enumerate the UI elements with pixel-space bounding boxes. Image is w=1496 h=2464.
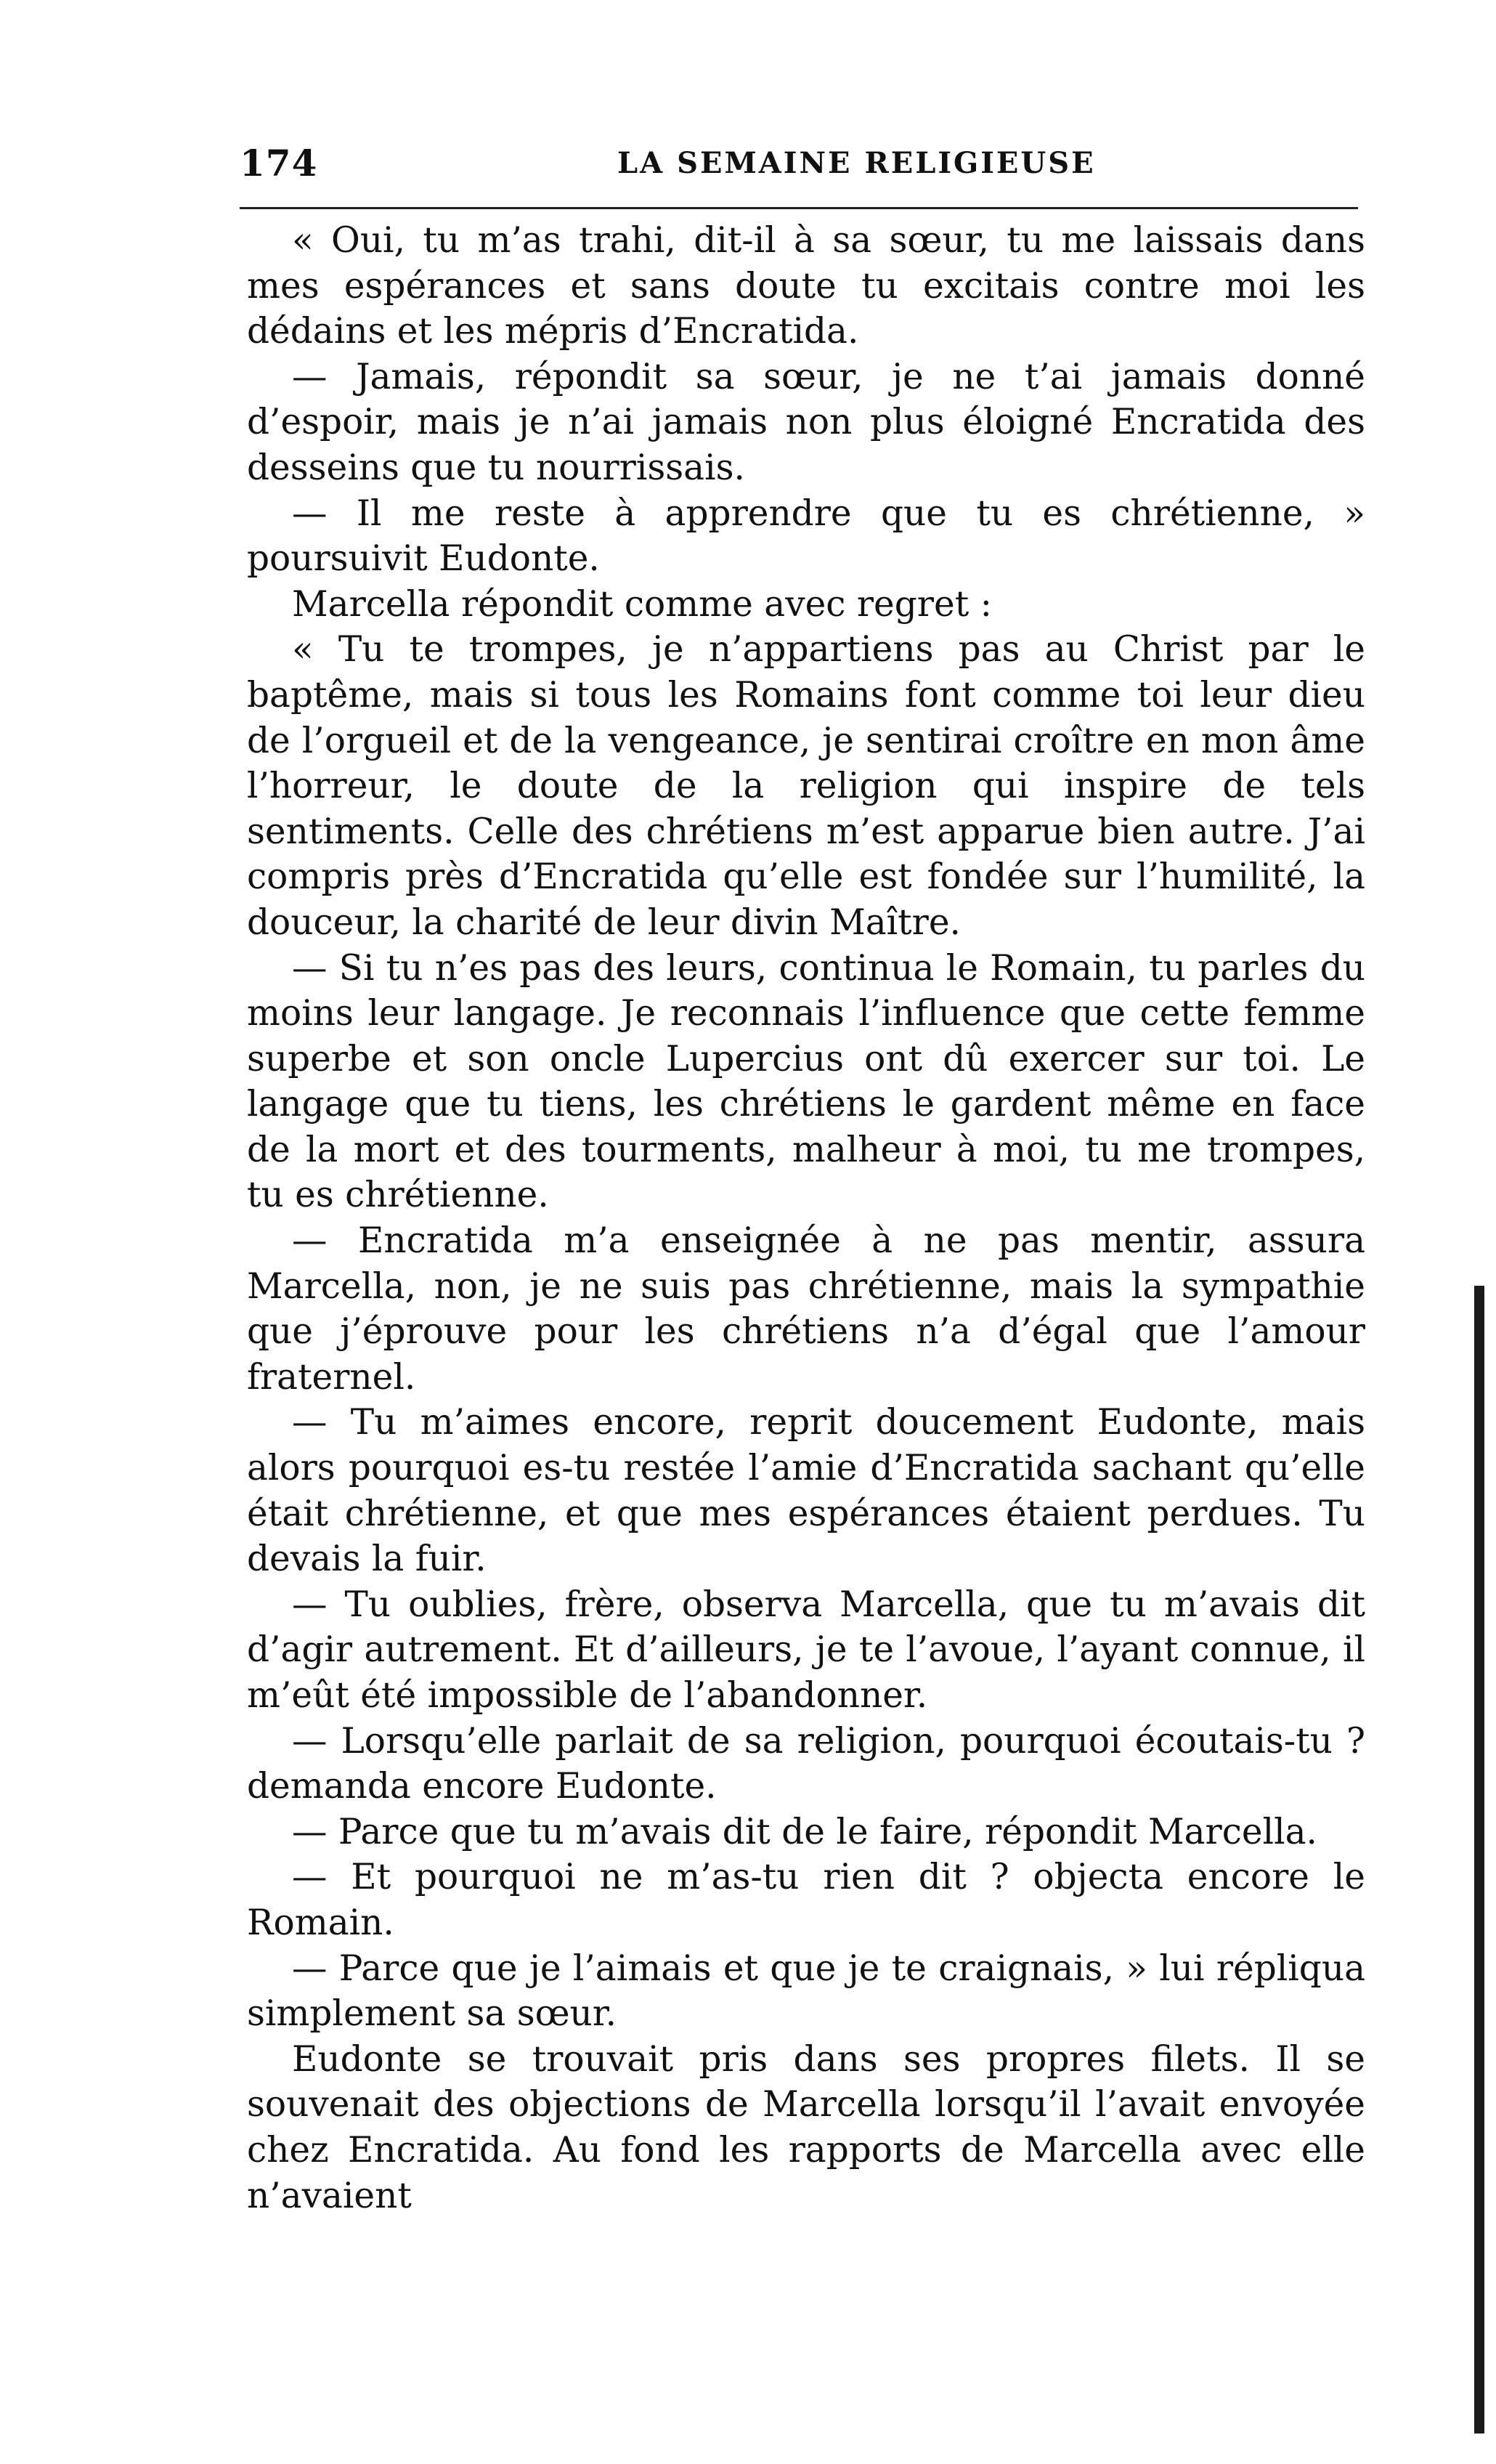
page-number: 174 bbox=[240, 142, 318, 185]
paragraph: — Tu m’aimes encore, reprit doucement Eudonte, mais alors pourquoi es-tu restée l’amie d’Encratida sachant qu’elle était chrétienne, et que mes espérances étaient perdues. Tu devais la fuir. bbox=[247, 1402, 1365, 1580]
header-rule bbox=[240, 207, 1358, 209]
running-title: LA SEMAINE RELIGIEUSE bbox=[617, 146, 1096, 180]
page-header bbox=[240, 142, 1358, 192]
paragraph: Eudonte se trouvait pris dans ses propres filets. Il se souvenait des objections de Marcella lorsqu’il l’avait envoyée chez Encratida. Au fond les rapports de Marcella avec elle n’avaient bbox=[247, 2038, 1365, 2216]
paragraph: « Oui, tu m’as trahi, dit-il à sa sœur, tu me laissais dans mes espérances et sans doute tu excitais contre moi les dédains et les mépris d’Encratida. bbox=[247, 220, 1365, 352]
paragraph: — Parce que je l’aimais et que je te craignais, » lui répliqua simplement sa sœur. bbox=[247, 1948, 1365, 2035]
paragraph: — Encratida m’a enseignée à ne pas mentir, assura Marcella, non, je ne suis pas chrétienne, mais la sympathie que j’éprouve pour les chrétiens n’a d’égal que l’amour fraternel. bbox=[247, 1220, 1365, 1398]
paragraph: — Jamais, répondit sa sœur, je ne t’ai jamais donné d’espoir, mais je n’ai jamais non plus éloigné Encratida des desseins que tu nourrissais. bbox=[247, 356, 1365, 488]
paragraph: — Lorsqu’elle parlait de sa religion, pourquoi écoutais-tu ? demanda encore Eudonte. bbox=[247, 1720, 1365, 1807]
paragraph: « Tu te trompes, je n’appartiens pas au Christ par le baptême, mais si tous les Romains font comme toi leur dieu de l’orgueil et de la vengeance, je sentirai croître en mon âme l’horreur, le doute de la religion qui inspire de tels sentiments. Celle des chrétiens m’est apparue bien autre. J’ai compris près d’Encratida qu’elle est fondée sur l’humilité, la douceur, la charité de leur divin Maître. bbox=[247, 629, 1365, 943]
page-edge-shadow bbox=[1474, 1286, 1484, 2433]
paragraph: — Si tu n’es pas des leurs, continua le Romain, tu parles du moins leur langage. Je reconnais l’influence que cette femme superbe et son oncle Lupercius ont dû exercer sur toi. Le langage que tu tiens, les chrétiens le gardent même en face de la mort et des tourments, malheur à moi, tu me trompes, tu es chrétienne. bbox=[247, 947, 1365, 1216]
paragraph: Marcella répondit comme avec regret : bbox=[292, 583, 992, 625]
paragraph: — Parce que tu m’avais dit de le faire, répondit Marcella. bbox=[292, 1811, 1317, 1852]
paragraph: — Il me reste à apprendre que tu es chrétienne, » poursuivit Eudonte. bbox=[247, 493, 1365, 580]
paragraph: — Tu oublies, frère, observa Marcella, que tu m’avais dit d’agir autrement. Et d’ailleurs, je te l’avoue, l’ayant connue, il m’eût été impossible de l’abandonner. bbox=[247, 1584, 1365, 1716]
body-text bbox=[247, 218, 1365, 2218]
paragraph: — Et pourquoi ne m’as-tu rien dit ? objecta encore le Romain. bbox=[247, 1857, 1365, 1943]
